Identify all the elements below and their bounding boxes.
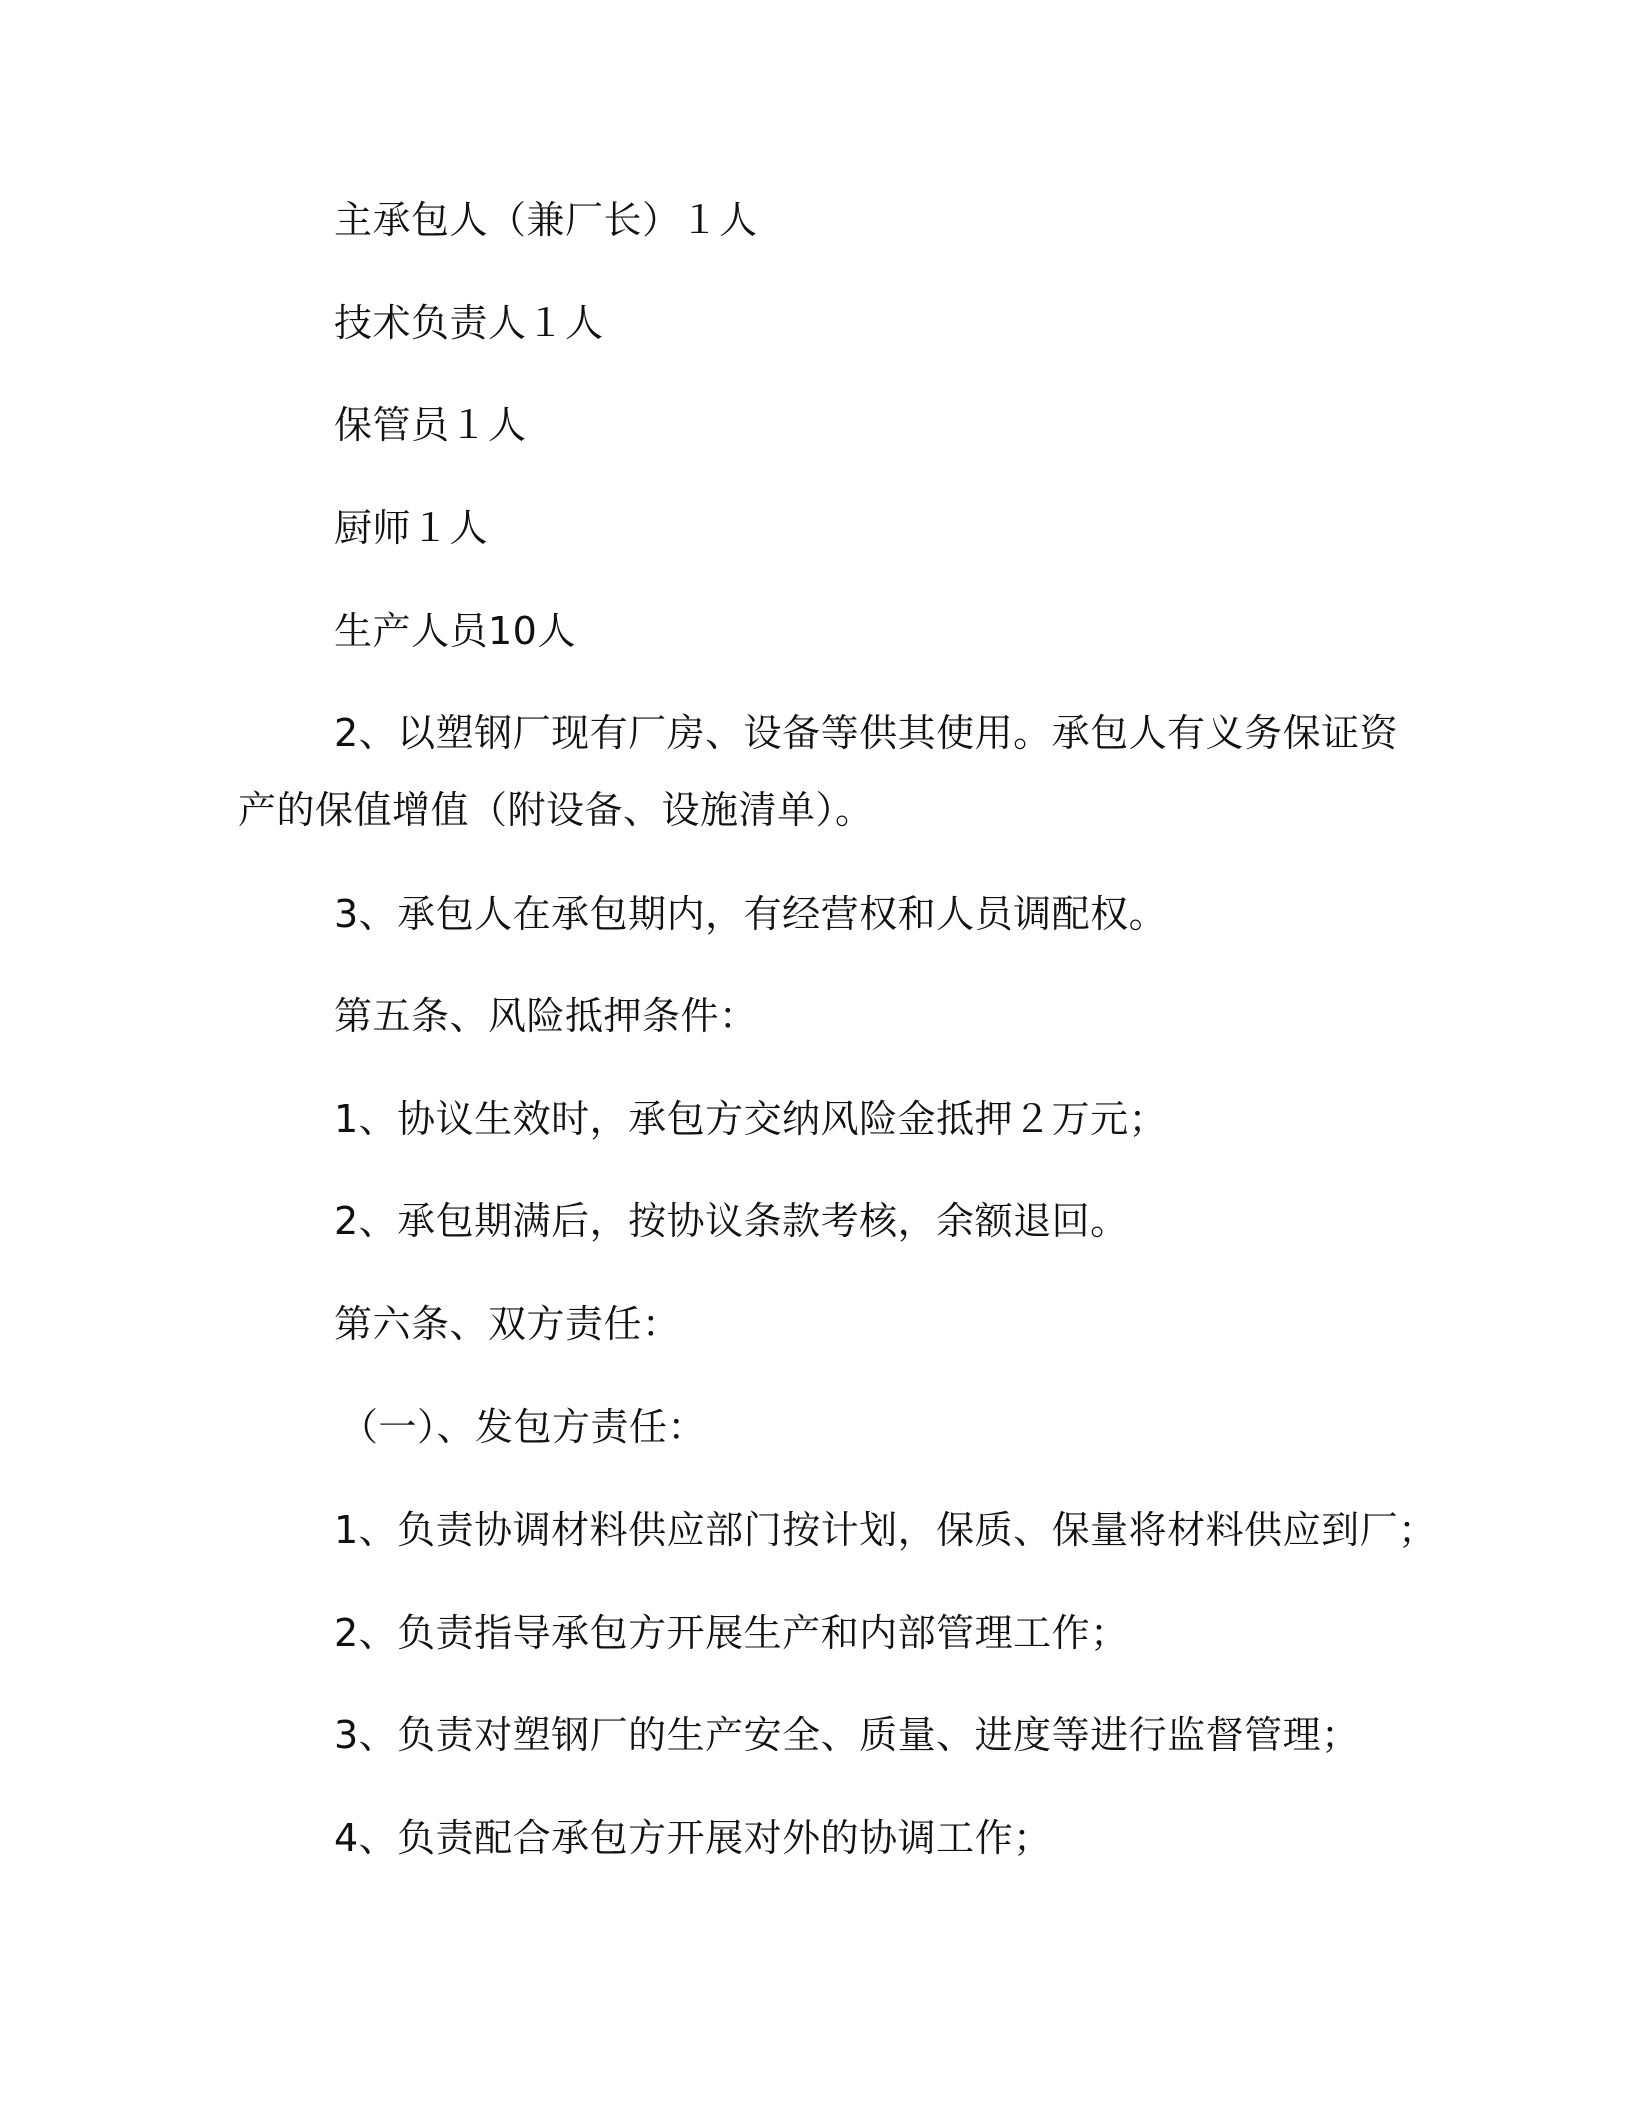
staffing-technical-lead: 技术负责人１人	[334, 301, 604, 345]
duty-item-2: 2、负责指导承包方开展生产和内部管理工作；	[334, 1611, 1129, 1655]
staffing-storekeeper: 保管员１人	[334, 403, 527, 447]
item-2-premises-line-1: 2、以塑钢厂现有厂房、设备等供其使用。承包人有义务保证资	[334, 711, 1399, 755]
staffing-cook: 厨师１人	[334, 506, 489, 550]
article-5-item-1: 1、协议生效时，承包方交纳风险金抵押２万元；	[334, 1097, 1168, 1141]
item-2-premises-line-2: 产的保值增值（附设备、设施清单）。	[238, 788, 874, 832]
article-5-heading: 第五条、风险抵押条件：	[334, 994, 758, 1038]
duty-item-3: 3、负责对塑钢厂的生产安全、质量、进度等进行监督管理；	[334, 1713, 1360, 1757]
section-1-heading: （一）、发包方责任：	[340, 1405, 707, 1449]
staffing-main-contractor: 主承包人（兼厂长）１人	[334, 198, 758, 242]
duty-item-1: 1、负责协调材料供应部门按计划，保质、保量将材料供应到厂；	[334, 1508, 1437, 1552]
item-3-rights: 3、承包人在承包期内，有经营权和人员调配权。	[334, 892, 1168, 936]
article-6-heading: 第六条、双方责任：	[334, 1302, 681, 1346]
staffing-production: 生产人员10人	[334, 609, 576, 653]
duty-item-4: 4、负责配合承包方开展对外的协调工作；	[334, 1816, 1052, 1860]
article-5-item-2: 2、承包期满后，按协议条款考核，余额退回。	[334, 1199, 1129, 1243]
